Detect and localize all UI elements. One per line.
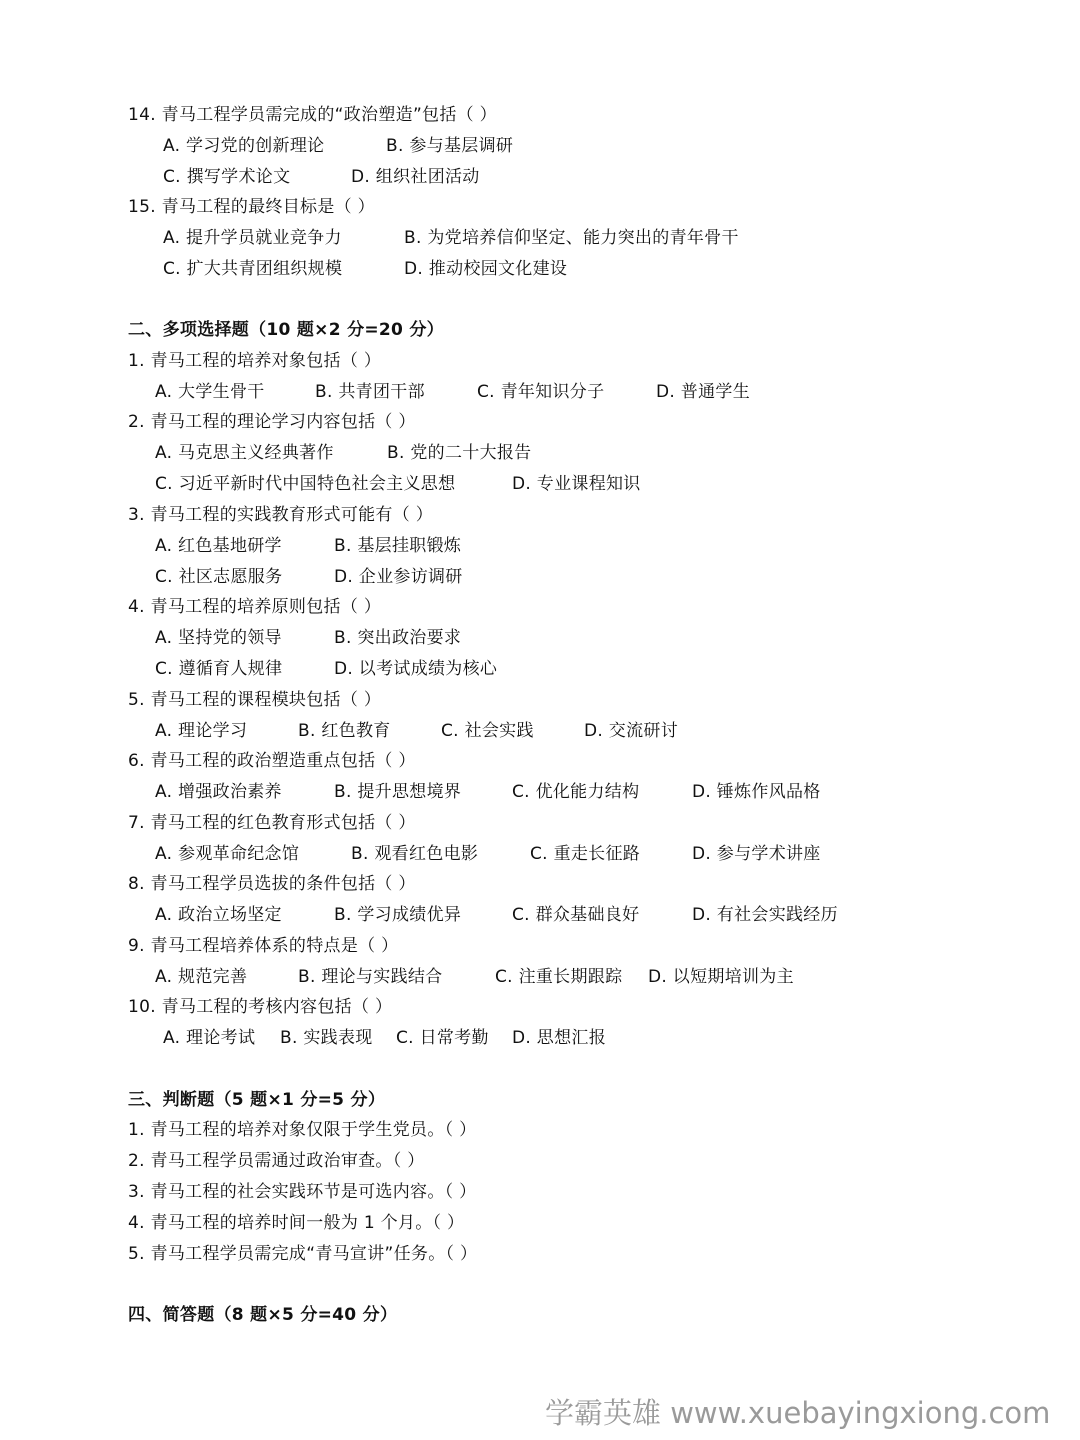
- option-c: C. 日常考勤: [396, 1028, 489, 1048]
- option-d: D. 交流研讨: [584, 721, 678, 741]
- question-stem: 1. 青马工程的培养对象包括（ ）: [128, 351, 382, 371]
- option-b: B. 党的二十大报告: [387, 443, 532, 463]
- question-stem: 15. 青马工程的最终目标是（ ）: [128, 197, 375, 217]
- option-c: C. 社会实践: [441, 721, 534, 741]
- question-stem: 2. 青马工程的理论学习内容包括（ ）: [128, 412, 416, 432]
- option-c: C. 扩大共青团组织规模: [163, 259, 343, 279]
- option-c: C. 重走长征路: [530, 844, 641, 864]
- option-a: A. 增强政治素养: [155, 782, 282, 802]
- option-a: A. 参观革命纪念馆: [155, 844, 300, 864]
- option-a: A. 马克思主义经典著作: [155, 443, 334, 463]
- question-stem: 7. 青马工程的红色教育形式包括（ ）: [128, 813, 416, 833]
- option-a: A. 大学生骨干: [155, 382, 265, 402]
- option-a: A. 红色基地研学: [155, 536, 282, 556]
- option-b: B. 突出政治要求: [334, 628, 462, 648]
- option-b: B. 学习成绩优异: [334, 905, 462, 925]
- option-c: C. 社区志愿服务: [155, 567, 283, 587]
- judgment-item: 3. 青马工程的社会实践环节是可选内容。（ ）: [128, 1182, 477, 1202]
- option-c: C. 青年知识分子: [477, 382, 605, 402]
- option-d: D. 有社会实践经历: [692, 905, 838, 925]
- option-a: A. 规范完善: [155, 967, 248, 987]
- question-stem: 3. 青马工程的实践教育形式可能有（ ）: [128, 505, 434, 525]
- option-a: A. 理论考试: [163, 1028, 256, 1048]
- question-stem: 4. 青马工程的培养原则包括（ ）: [128, 597, 382, 617]
- watermark: 学霸英雄 www.xuebayingxiong.com: [545, 1396, 1051, 1430]
- option-d: D. 锤炼作风品格: [692, 782, 821, 802]
- option-b: B. 实践表现: [280, 1028, 373, 1048]
- option-b: B. 共青团干部: [315, 382, 425, 402]
- option-a: A. 政治立场坚定: [155, 905, 282, 925]
- judgment-item: 4. 青马工程的培养时间一般为 1 个月。（ ）: [128, 1213, 465, 1233]
- option-b: B. 参与基层调研: [386, 136, 514, 156]
- option-d: D. 以短期培训为主: [648, 967, 794, 987]
- judgment-item: 5. 青马工程学员需完成“青马宣讲”任务。（ ）: [128, 1244, 478, 1264]
- question-stem: 6. 青马工程的政治塑造重点包括（ ）: [128, 751, 416, 771]
- option-a: A. 坚持党的领导: [155, 628, 282, 648]
- option-a: A. 理论学习: [155, 721, 248, 741]
- option-a: A. 学习党的创新理论: [163, 136, 325, 156]
- option-a: A. 提升学员就业竞争力: [163, 228, 342, 248]
- option-d: D. 思想汇报: [512, 1028, 606, 1048]
- section-heading: 三、判断题（5 题×1 分=5 分）: [128, 1090, 386, 1110]
- option-c: C. 撰写学术论文: [163, 167, 291, 187]
- option-d: D. 推动校园文化建设: [404, 259, 568, 279]
- option-c: C. 优化能力结构: [512, 782, 640, 802]
- judgment-item: 1. 青马工程的培养对象仅限于学生党员。（ ）: [128, 1120, 477, 1140]
- option-b: B. 理论与实践结合: [298, 967, 443, 987]
- option-d: D. 组织社团活动: [351, 167, 480, 187]
- question-stem: 9. 青马工程培养体系的特点是（ ）: [128, 936, 399, 956]
- option-d: D. 参与学术讲座: [692, 844, 821, 864]
- question-stem: 10. 青马工程的考核内容包括（ ）: [128, 997, 393, 1017]
- option-d: D. 普通学生: [656, 382, 750, 402]
- option-d: D. 以考试成绩为核心: [334, 659, 498, 679]
- option-b: B. 观看红色电影: [351, 844, 479, 864]
- option-c: C. 遵循育人规律: [155, 659, 283, 679]
- option-c: C. 习近平新时代中国特色社会主义思想: [155, 474, 456, 494]
- option-b: B. 基层挂职锻炼: [334, 536, 462, 556]
- question-stem: 8. 青马工程学员选拔的条件包括（ ）: [128, 874, 416, 894]
- section-heading: 四、简答题（8 题×5 分=40 分）: [128, 1305, 398, 1325]
- option-c: C. 群众基础良好: [512, 905, 640, 925]
- question-stem: 14. 青马工程学员需完成的“政治塑造”包括（ ）: [128, 105, 497, 125]
- option-c: C. 注重长期跟踪: [495, 967, 623, 987]
- section-heading: 二、多项选择题（10 题×2 分=20 分）: [128, 320, 444, 340]
- option-b: B. 提升思想境界: [334, 782, 462, 802]
- judgment-item: 2. 青马工程学员需通过政治审查。（ ）: [128, 1151, 425, 1171]
- option-d: D. 企业参访调研: [334, 567, 463, 587]
- option-d: D. 专业课程知识: [512, 474, 641, 494]
- option-b: B. 为党培养信仰坚定、能力突出的青年骨干: [404, 228, 739, 248]
- option-b: B. 红色教育: [298, 721, 391, 741]
- question-stem: 5. 青马工程的课程模块包括（ ）: [128, 690, 382, 710]
